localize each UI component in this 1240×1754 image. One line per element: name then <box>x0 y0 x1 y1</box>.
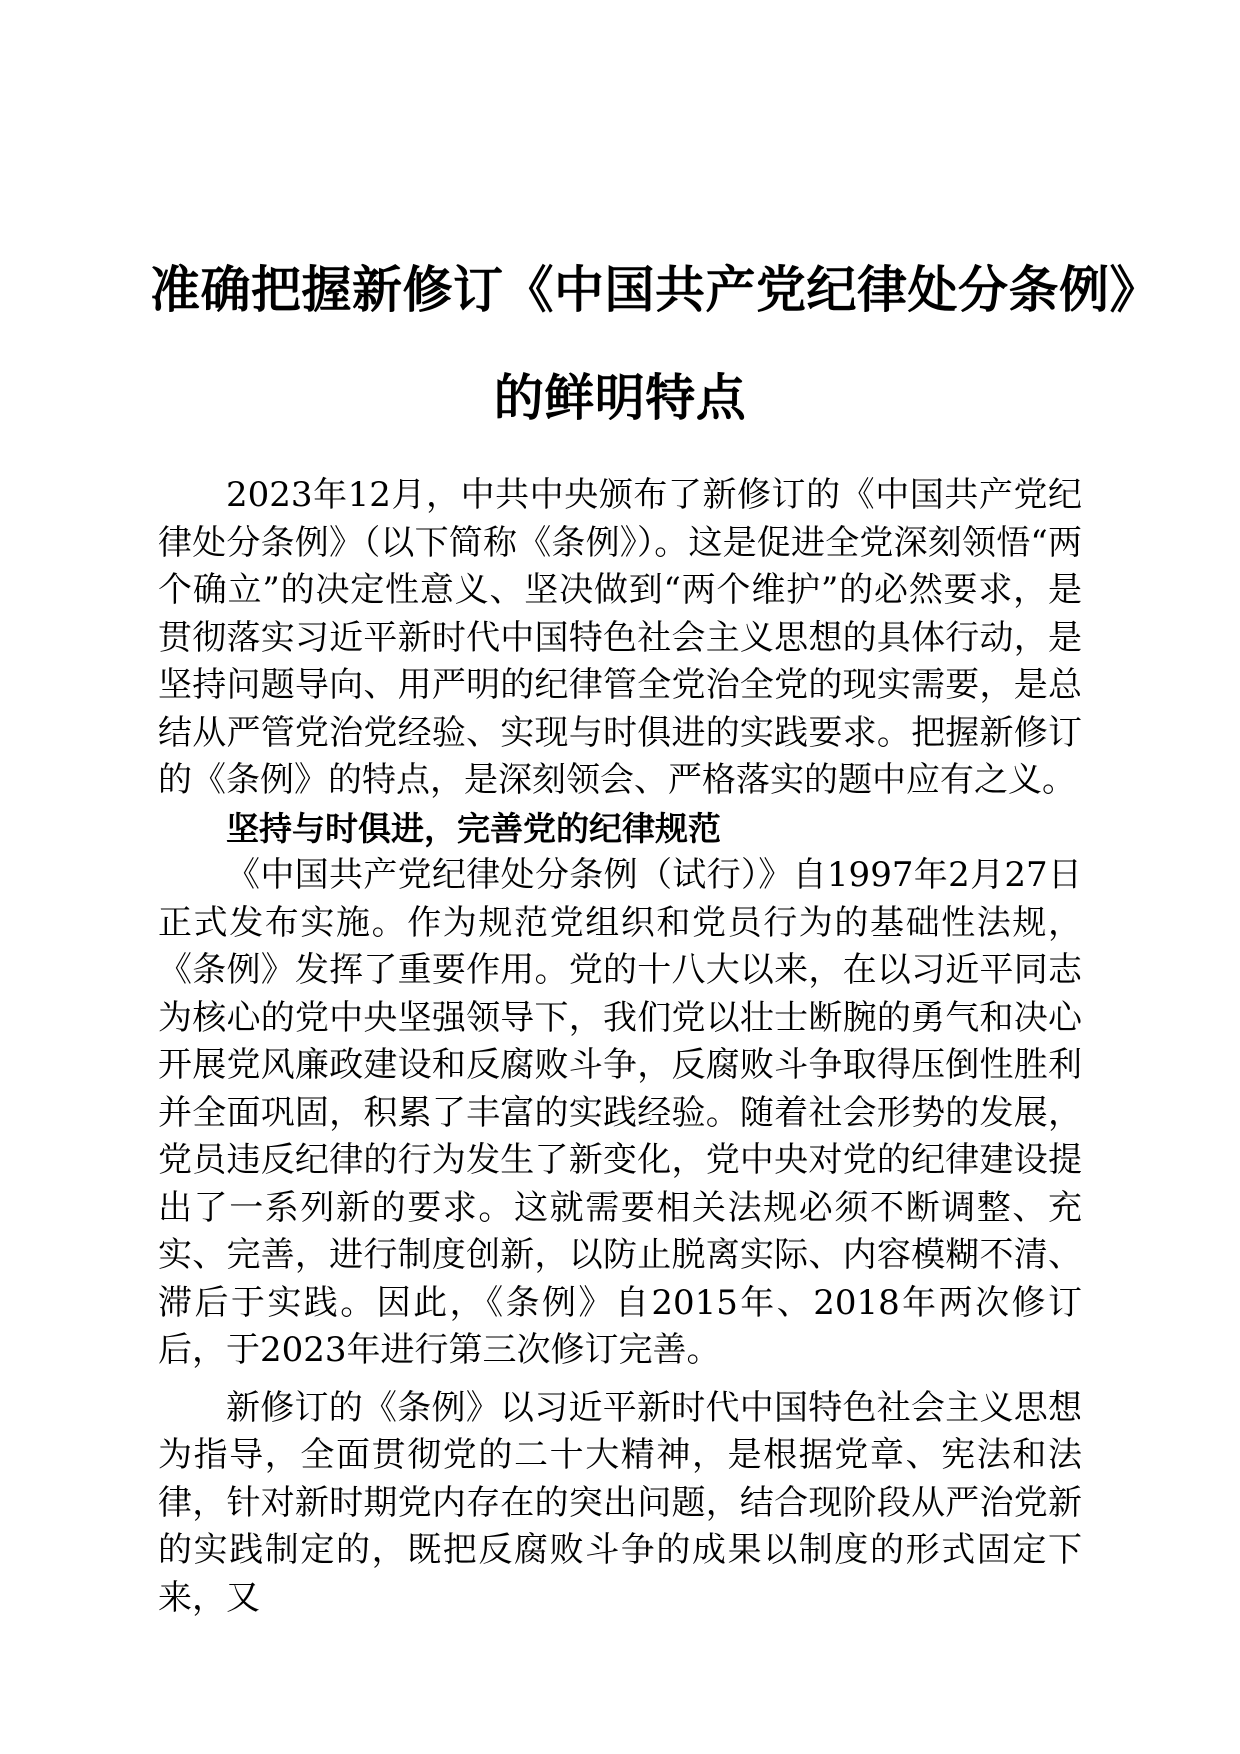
title-line-1: 准确把握新修订《中国共产党纪律处分条例》 <box>150 261 1160 319</box>
paragraph-guidance: 新修订的《条例》以习近平新时代中国特色社会主义思想为指导，全面贯彻党的二十大精神，是根据党章、宪法和法律，针对新时期党内存在的突出问题，结合现阶段从严治党新的实践制定的，既把反腐败斗争的成果以制度的形式固定下来，又 <box>158 1387 1082 1618</box>
title-line-2: 的鲜明特点 <box>493 369 747 427</box>
section-heading: 坚持与时俱进，完善党的纪律规范 <box>226 808 721 848</box>
paragraph-history: 《中国共产党纪律处分条例（试行）》自1997年2月27日正式发布实施。作为规范党组织和党员行为的基础性法规，《条例》发挥了重要作用。党的十八大以来，在以习近平同志为核心的党中央坚强领导下，我们党以壮士断腕的勇气和决心开展党风廉政建设和反腐败斗争，反腐败斗争取得压倒性胜利并全面巩固，积累了丰富的实践经验。随着社会形势的发展，党员违反纪律的行为发生了新变化，党中央对党的纪律建设提出了一系列新的要求。这就需要相关法规必须不断调整、充实、完善，进行制度创新，以防止脱离实际、内容模糊不清、滞后于实践。因此，《条例》自2015年、2018年两次修订后，于2023年进行第三次修订完善。 <box>158 855 1082 1370</box>
document-title <box>150 255 1160 433</box>
paragraph-intro: 2023年12月，中共中央颁布了新修订的《中国共产党纪律处分条例》（以下简称《条例》）。这是促进全党深刻领悟“两个确立”的决定性意义、坚决做到“两个维护”的必然要求，是贯彻落实习近平新时代中国特色社会主义思想的具体行动，是坚持问题导向、用严明的纪律管全党治全党的现实需要，是总结从严管党治党经验、实现与时俱进的实践要求。把握新修订的《条例》的特点，是深刻领会、严格落实的题中应有之义。 <box>158 475 1082 800</box>
document-body <box>158 472 1082 1622</box>
